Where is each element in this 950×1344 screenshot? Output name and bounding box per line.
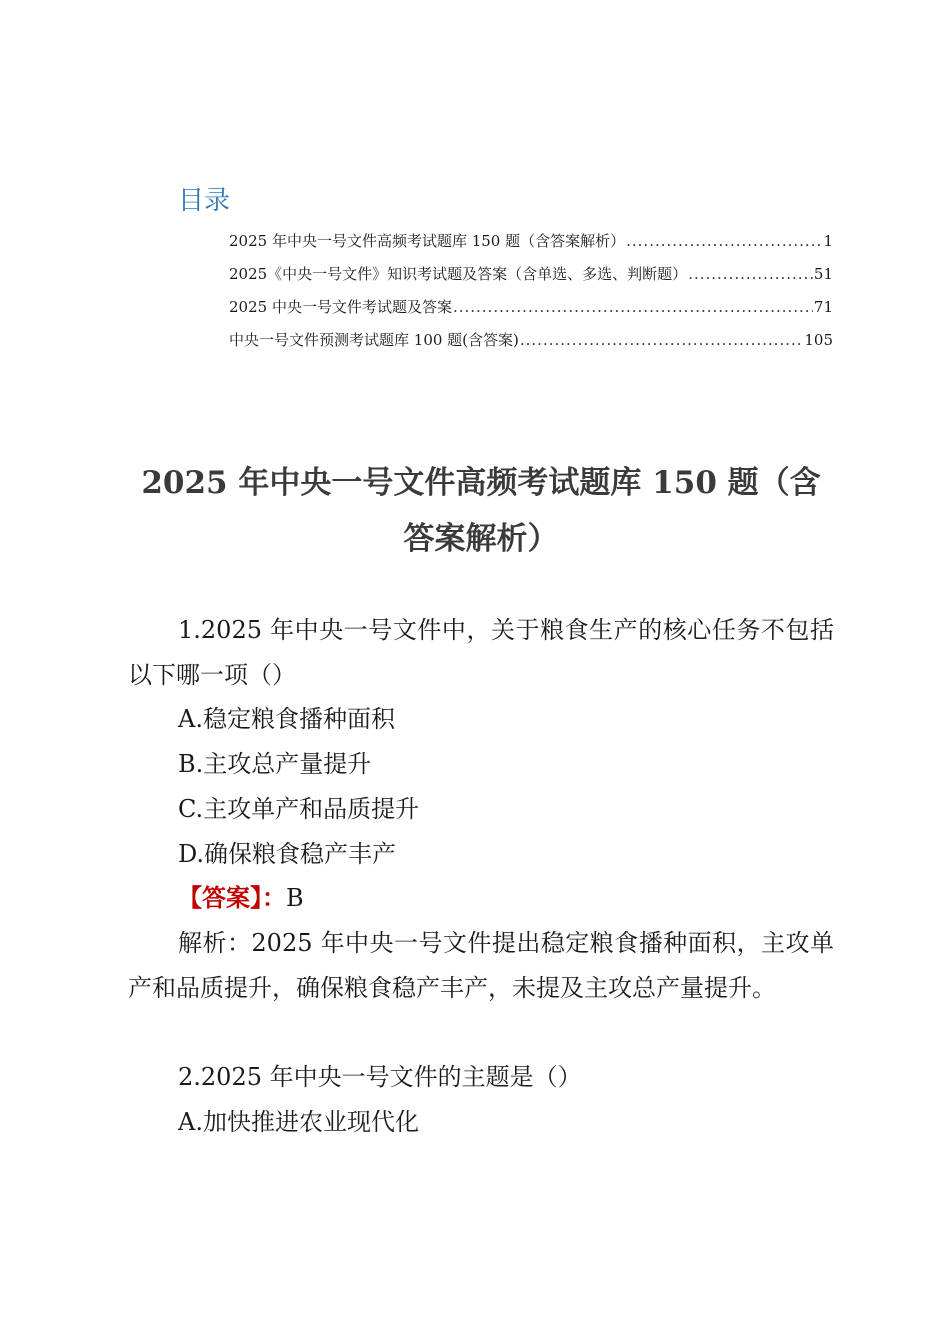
question-stem: 2.2025 年中央一号文件的主题是（）	[178, 1063, 582, 1092]
question-option: D.确保粮食稳产丰产	[178, 839, 397, 868]
document-title: 2025 年中央一号文件高频考试题库 150 题（含答案解析）	[141, 465, 821, 557]
toc-entry-page: 71	[813, 298, 833, 316]
toc-leader	[626, 230, 822, 252]
toc-entry-page: 51	[813, 265, 833, 283]
toc-entry-title: 2025 中央一号文件考试题及答案	[229, 298, 452, 316]
question-stem: 1.2025 年中央一号文件中，关于粮食生产的核心任务不包括以下哪一项（）	[128, 616, 834, 689]
toc-entry[interactable]	[229, 230, 833, 263]
toc-leader	[520, 329, 803, 351]
toc-entry-title: 中央一号文件预测考试题库 100 题(含答案)	[229, 331, 519, 349]
toc-entry[interactable]	[229, 329, 833, 362]
toc-entry[interactable]	[229, 263, 833, 296]
answer-value: B	[286, 884, 304, 913]
toc-entry[interactable]	[229, 296, 833, 329]
toc-entry-title: 2025 年中央一号文件高频考试题库 150 题（含答案解析）	[229, 232, 626, 250]
answer-label: 【答案】：	[178, 883, 286, 913]
question-option: C.主攻单产和品质提升	[178, 794, 420, 823]
question-option: A.加快推进农业现代化	[178, 1107, 419, 1136]
answer-analysis: 解析：2025 年中央一号文件提出稳定粮食播种面积，主攻单产和品质提升，确保粮食稳产丰产，未提及主攻总产量提升。	[128, 928, 834, 1002]
question-option: B.主攻总产量提升	[178, 750, 372, 779]
document-body	[128, 608, 834, 1144]
toc-entry-title: 2025《中央一号文件》知识考试题及答案（含单选、多选、判断题）	[229, 265, 688, 283]
toc-leader	[453, 296, 813, 318]
toc-heading: 目录	[178, 186, 231, 216]
toc-entry-page: 1	[823, 232, 833, 250]
answer-line	[128, 876, 834, 921]
toc-leader	[688, 263, 813, 285]
toc-list	[229, 230, 833, 362]
toc-entry-page: 105	[804, 331, 833, 349]
question-option: A.稳定粮食播种面积	[178, 705, 395, 734]
spacer	[128, 1010, 834, 1055]
